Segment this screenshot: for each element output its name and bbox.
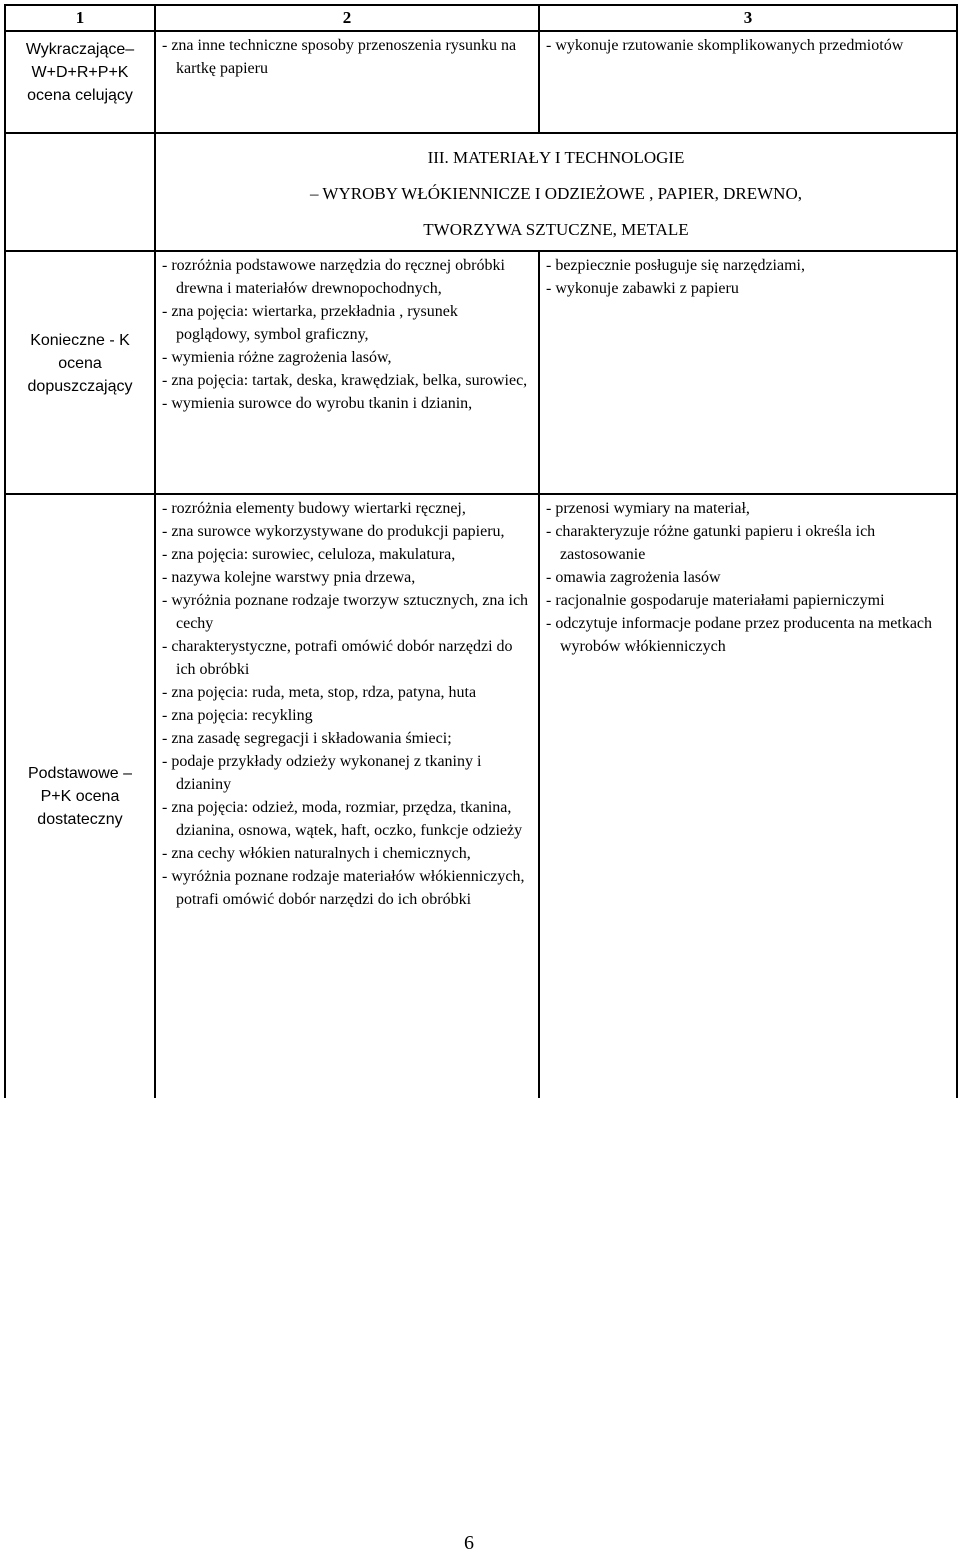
grade-line: Konieczne - K (30, 332, 130, 349)
list-item: - wyróżnia poznane rodzaje tworzyw sztucznych, zna ich cechy (162, 592, 529, 632)
list (162, 254, 532, 415)
list-item: - wymienia różne zagrożenia lasów, (162, 349, 392, 366)
list-item: - wyróżnia poznane rodzaje materiałów włókienniczych, potrafi omówić dobór narzędzi do ich obróbki (162, 868, 525, 908)
row-dostateczny (5, 494, 957, 1098)
list-item: - zna pojęcia: tartak, deska, krawędziak, belka, surowiec, (162, 372, 528, 389)
list-item: - rozróżnia podstawowe narzędzia do ręcznej obróbki drewna i materiałów drewnopochodnych, (162, 257, 505, 297)
dopuszczajacy-knowledge-cell (155, 251, 539, 494)
page-number: 6 (464, 1532, 474, 1554)
dopuszczajacy-skills-cell (539, 251, 957, 494)
row-dopuszczajacy (5, 251, 957, 494)
list-item: - omawia zagrożenia lasów (546, 569, 721, 586)
list-item: - bezpiecznie posługuje się narzędziami, (546, 257, 805, 274)
requirements-table (4, 4, 958, 1098)
list (546, 254, 950, 300)
header-row (5, 5, 957, 31)
list (546, 497, 950, 658)
list (162, 497, 532, 911)
celujacy-skills-cell (539, 31, 957, 133)
row-celujacy (5, 31, 957, 133)
list-item: - nazywa kolejne warstwy pnia drzewa, (162, 569, 416, 586)
list-item: - wymienia surowce do wyrobu tkanin i dzianin, (162, 395, 473, 412)
grade-line: dostateczny (37, 811, 123, 828)
section-title-line: III. MATERIAŁY I TECHNOLOGIE (427, 148, 685, 167)
list-item: - zna pojęcia: recykling (162, 707, 313, 724)
grade-line: ocena celujący (27, 87, 133, 104)
dostateczny-knowledge-cell (155, 494, 539, 1098)
grade-line: Podstawowe – (27, 765, 133, 782)
list-item: - zna pojęcia: surowiec, celuloza, makulatura, (162, 546, 456, 563)
section-spacer-cell (5, 133, 155, 251)
header-col-2: 2 (155, 5, 539, 31)
grade-celujacy (5, 31, 155, 133)
grade-line: W+D+R+P+K (31, 64, 129, 81)
list-item: - wykonuje rzutowanie skomplikowanych przedmiotów (546, 37, 904, 54)
section-row (5, 133, 957, 251)
section-title-line: TWORZYWA SZTUCZNE, METALE (423, 220, 689, 239)
grade-dopuszczajacy (5, 251, 155, 494)
grade-dostateczny (5, 494, 155, 1098)
dostateczny-skills-cell (539, 494, 957, 1098)
list-item: - wykonuje zabawki z papieru (546, 280, 739, 297)
list (162, 34, 532, 80)
list-item: - rozróżnia elementy budowy wiertarki ręcznej, (162, 500, 466, 517)
list-item: - odczytuje informacje podane przez producenta na metkach wyrobów włókienniczych (546, 615, 933, 655)
list-item: - podaje przykłady odzieży wykonanej z tkaniny i dzianiny (162, 753, 482, 793)
section-title (155, 133, 957, 251)
list-item: - zna pojęcia: wiertarka, przekładnia , rysunek poglądowy, symbol graficzny, (162, 303, 458, 343)
list-item: - charakteryzuje różne gatunki papieru i określa ich zastosowanie (546, 523, 876, 563)
list-item: - zna inne techniczne sposoby przenoszenia rysunku na kartkę papieru (162, 37, 517, 77)
grade-line: ocena (58, 355, 102, 372)
header-col-3: 3 (539, 5, 957, 31)
list-item: - zna zasadę segregacji i składowania śmieci; (162, 730, 452, 747)
grade-line: Wykraczające– (25, 41, 135, 58)
list-item: - zna pojęcia: odzież, moda, rozmiar, przędza, tkanina, dzianina, osnowa, wątek, haft, oczko, funkcje odzieży (162, 799, 523, 839)
section-title-line: – WYROBY WŁÓKIENNICZE I ODZIEŻOWE , PAPIER, DREWNO, (309, 184, 802, 203)
list-item: - zna surowce wykorzystywane do produkcji papieru, (162, 523, 505, 540)
celujacy-knowledge-cell (155, 31, 539, 133)
grade-line: dopuszczający (27, 378, 133, 395)
grade-line: P+K ocena (40, 788, 120, 805)
list-item: - racjonalnie gospodaruje materiałami papierniczymi (546, 592, 885, 609)
list-item: - zna pojęcia: ruda, meta, stop, rdza, patyna, huta (162, 684, 477, 701)
header-col-1: 1 (5, 5, 155, 31)
list-item: - zna cechy włókien naturalnych i chemicznych, (162, 845, 471, 862)
list-item: - charakterystyczne, potrafi omówić dobór narzędzi do ich obróbki (162, 638, 513, 678)
list-item: - przenosi wymiary na materiał, (546, 500, 750, 517)
list (546, 34, 950, 57)
